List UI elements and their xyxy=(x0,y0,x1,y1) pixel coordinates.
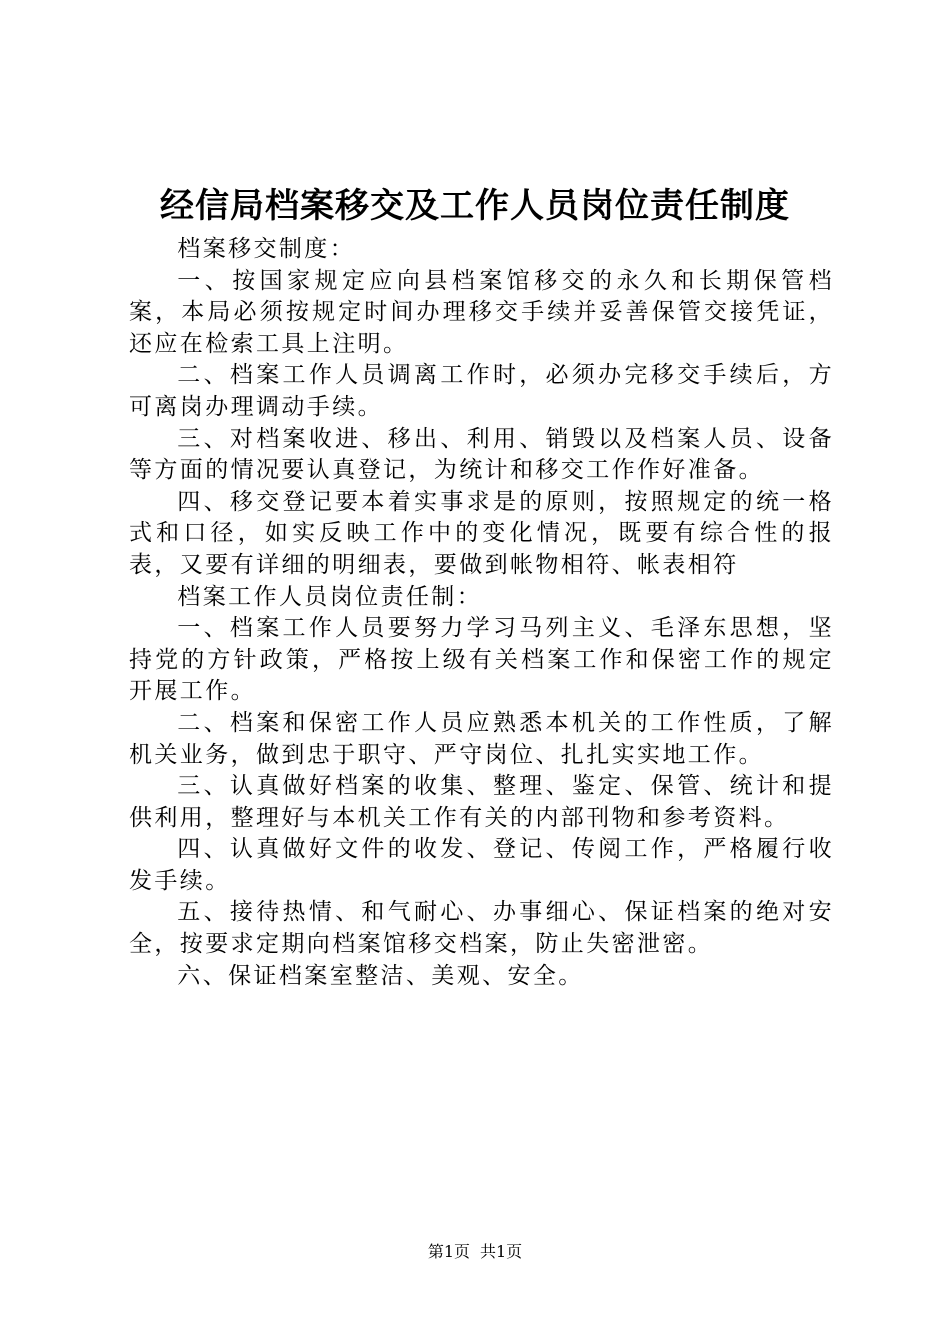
paragraph: 六、保证档案室整洁、美观、安全。 xyxy=(177,962,584,989)
section-heading-transfer: 档案移交制度： xyxy=(177,236,356,262)
paragraph: 一、按国家规定应向县档案馆移交的永久和长期保管档案，本局必须按规定时间办理移交手续并妥善保管交接凭证，还应在检索工具上注明。 xyxy=(129,267,834,357)
paragraph: 四、认真做好文件的收发、登记、传阅工作，严格履行收发手续。 xyxy=(129,836,834,894)
paragraph: 三、认真做好档案的收集、整理、鉴定、保管、统计和提供利用，整理好与本机关工作有关的内部刊物和参考资料。 xyxy=(129,773,834,831)
page-footer xyxy=(0,1242,950,1262)
page-number: 第1页 xyxy=(427,1242,470,1261)
document-body xyxy=(129,234,834,992)
paragraph: 四、移交登记要本着实事求是的原则，按照规定的统一格式和口径，如实反映工作中的变化情况，既要有综合性的报表，又要有详细的明细表，要做到帐物相符、帐表相符 xyxy=(129,488,834,578)
paragraph: 二、档案工作人员调离工作时，必须办完移交手续后，方可离岗办理调动手续。 xyxy=(129,362,834,420)
paragraph: 五、接待热情、和气耐心、办事细心、保证档案的绝对安全，按要求定期向档案馆移交档案，防止失密泄密。 xyxy=(129,899,834,958)
paragraph: 一、档案工作人员要努力学习马列主义、毛泽东思想，坚持党的方针政策，严格按上级有关档案工作和保密工作的规定开展工作。 xyxy=(129,615,834,705)
page-total: 共1页 xyxy=(480,1242,523,1261)
paragraph: 三、对档案收进、移出、利用、销毁以及档案人员、设备等方面的情况要认真登记，为统计和移交工作作好准备。 xyxy=(129,425,834,484)
section-heading-responsibility: 档案工作人员岗位责任制： xyxy=(177,583,483,610)
document-title: 经信局档案移交及工作人员岗位责任制度 xyxy=(160,186,790,226)
paragraph: 二、档案和保密工作人员应熟悉本机关的工作性质，了解机关业务，做到忠于职守、严守岗位、扎扎实实地工作。 xyxy=(129,709,834,768)
